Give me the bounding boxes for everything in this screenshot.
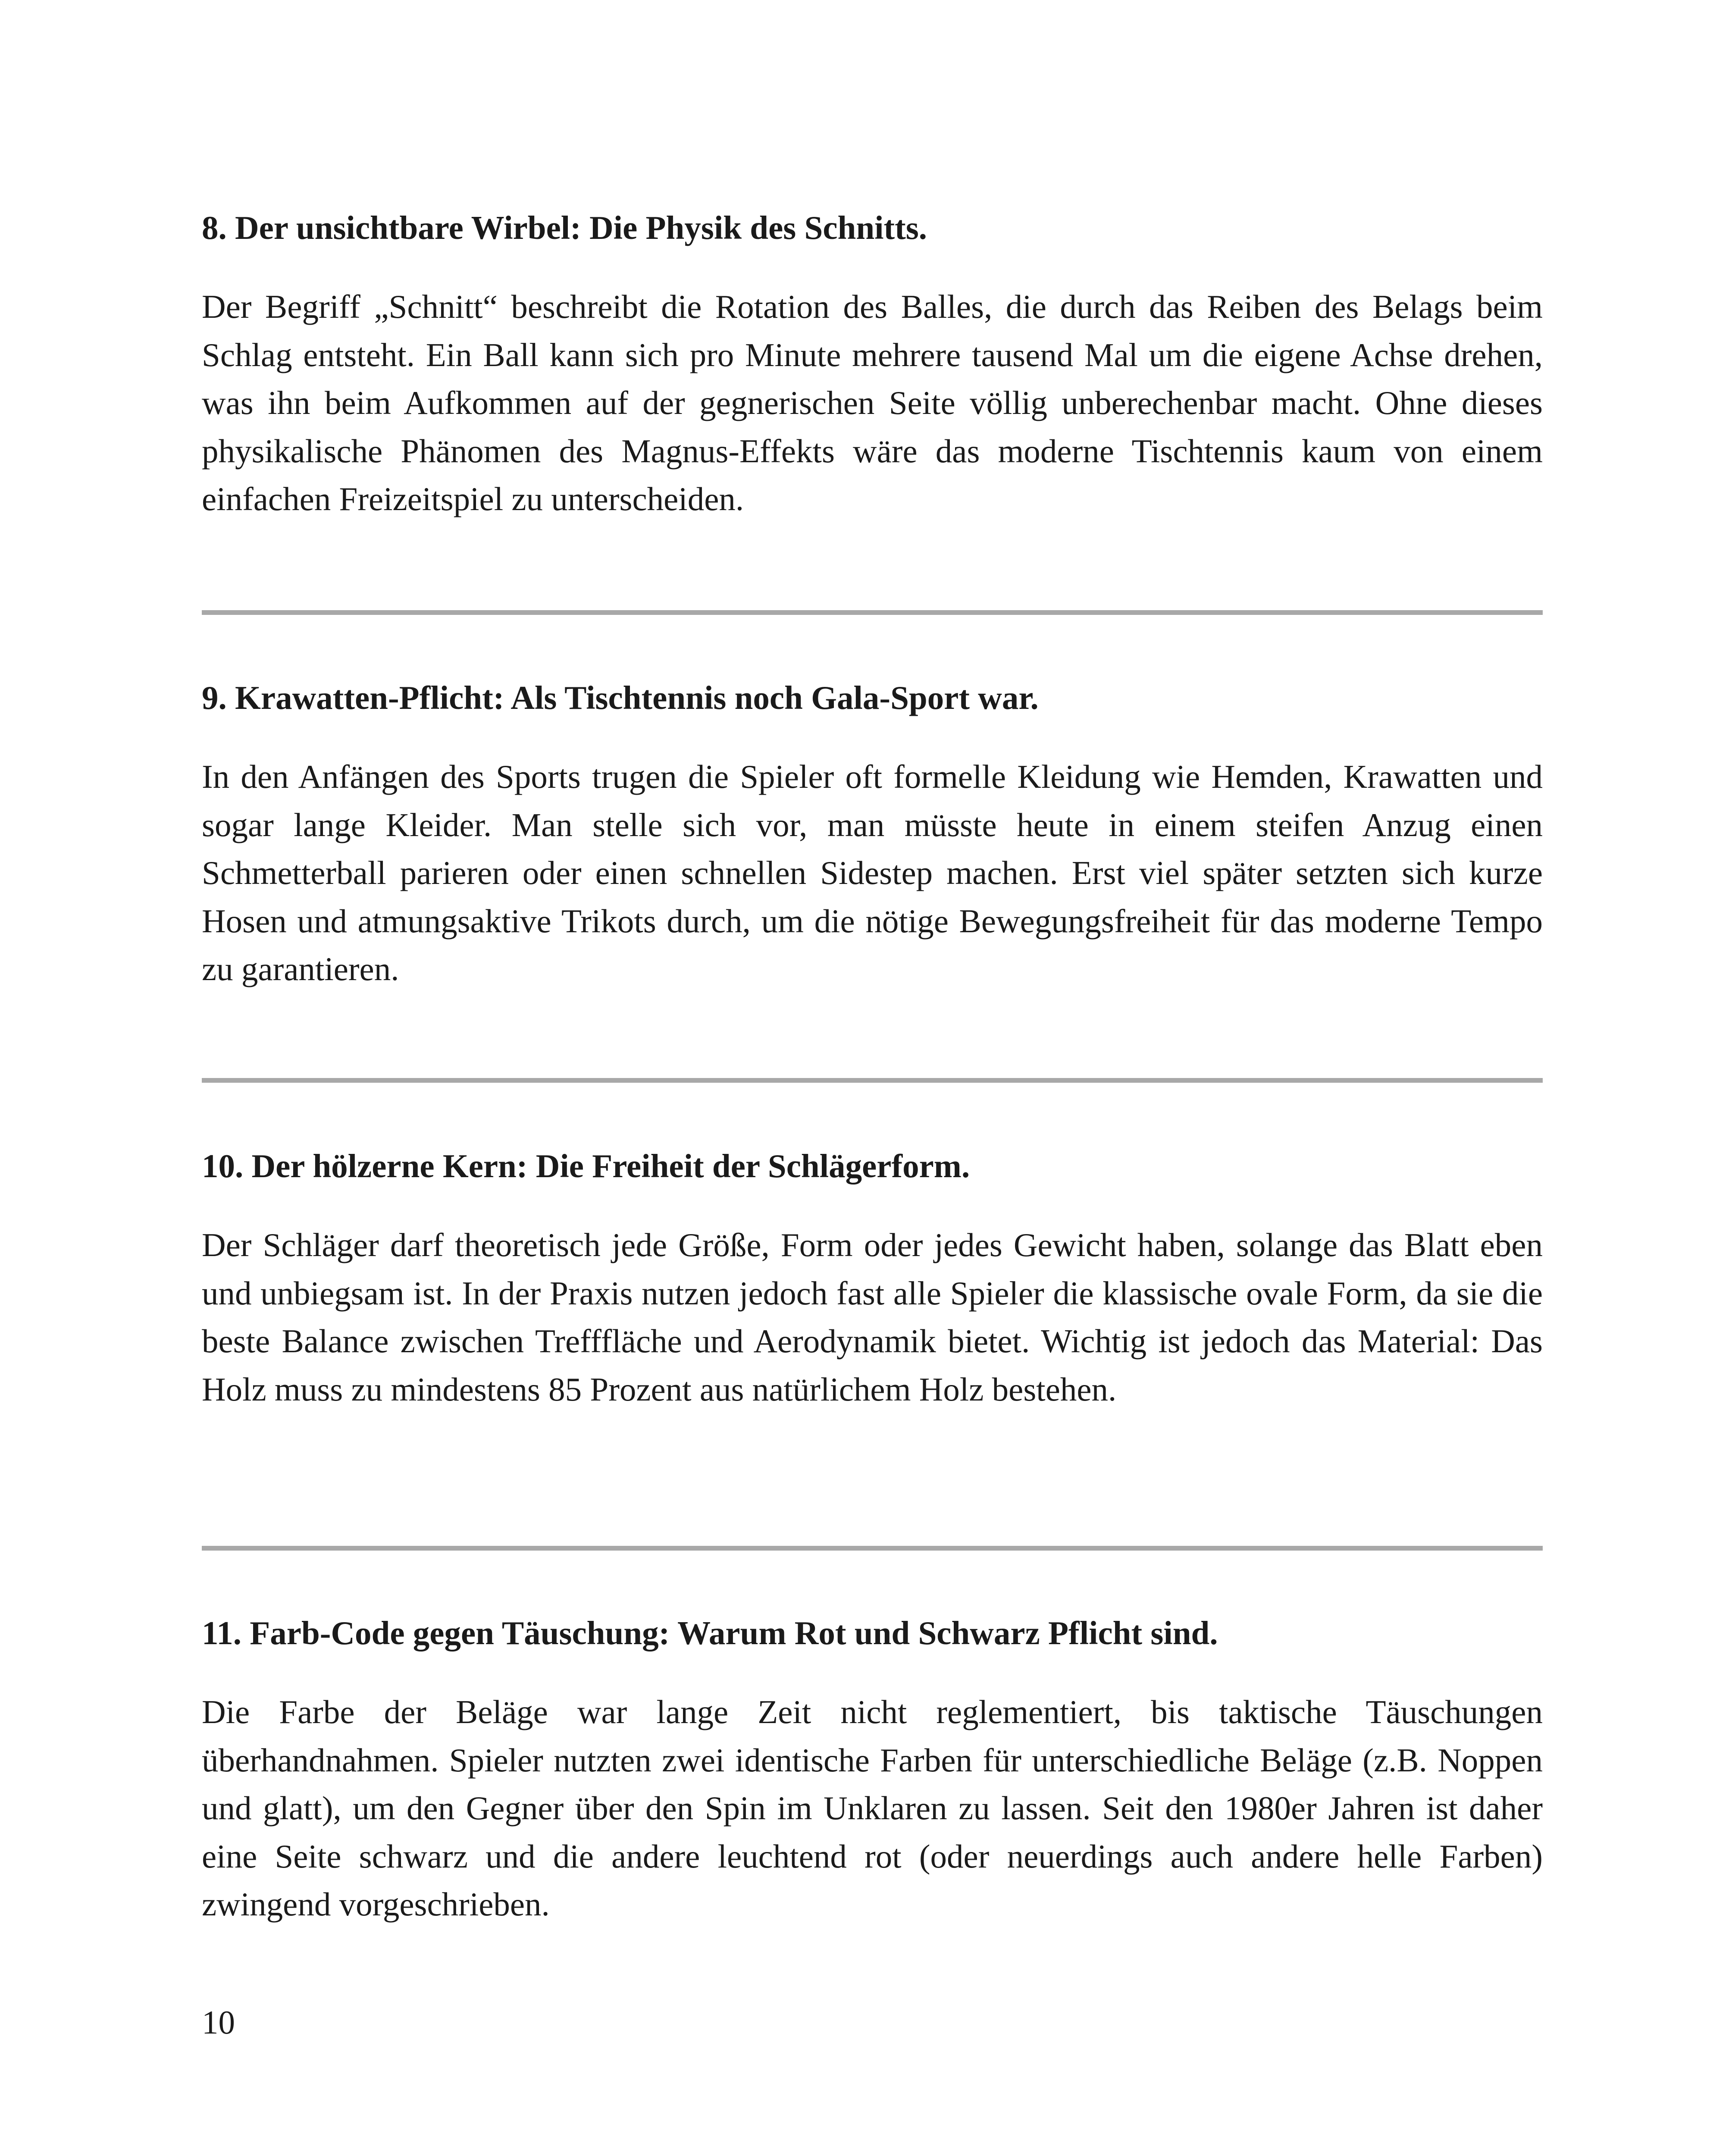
section-paragraph: In den Anfängen des Sports trugen die Spieler oft formelle Kleidung wie Hemden, Krawatten und sogar lange Kleider. Man stelle sich vor, man müsste heute in einem steifen Anzug einen Schmetterball parieren oder einen schnellen Sidestep machen. Erst viel später setzten sich kurze Hosen und atmungsaktive Trikots durch, um die nötige Bewegungsfreiheit für das moderne Tempo zu garantieren.	[202, 758, 1543, 987]
section-paragraph: Der Begriff „Schnitt“ beschreibt die Rotation des Balles, die durch das Reiben des Belags beim Schlag entsteht. Ein Ball kann sich pro Minute mehrere tausend Mal um die eigene Achse drehen, was ihn beim Aufkommen auf der gegnerischen Seite völlig unberechenbar macht. Ohne dieses physikalische Phänomen des Magnus-Effekts wäre das moderne Tischtennis kaum von einem einfachen Freizeitspiel zu unterscheiden.	[202, 288, 1543, 517]
section-heading: 11. Farb-Code gegen Täuschung: Warum Rot und Schwarz Pflicht sind.	[202, 1614, 1218, 1651]
page-number: 10	[202, 2004, 235, 2041]
section-8	[202, 206, 1543, 523]
section-divider	[202, 1078, 1543, 1083]
section-10	[202, 1144, 1543, 1413]
section-divider	[202, 1546, 1543, 1551]
section-9	[202, 676, 1543, 993]
section-paragraph: Die Farbe der Beläge war lange Zeit nicht reglementiert, bis taktische Täuschungen überhandnahmen. Spieler nutzten zwei identische Farben für unterschiedliche Beläge (z.B. Noppen und glatt), um den Gegner über den Spin im Unklaren zu lassen. Seit den 1980er Jahren ist daher eine Seite schwarz und die andere leuchtend rot (oder neuerdings auch andere helle Farben) zwingend vorgeschrieben.	[202, 1693, 1543, 1923]
section-11	[202, 1611, 1543, 1929]
section-heading: 9. Krawatten-Pflicht: Als Tischtennis noch Gala-Sport war.	[202, 679, 1039, 716]
section-heading: 8. Der unsichtbare Wirbel: Die Physik des Schnitts.	[202, 209, 927, 246]
section-heading: 10. Der hölzerne Kern: Die Freiheit der Schlägerform.	[202, 1147, 970, 1185]
section-divider	[202, 610, 1543, 615]
section-paragraph: Der Schläger darf theoretisch jede Größe, Form oder jedes Gewicht haben, solange das Blatt eben und unbiegsam ist. In der Praxis nutzen jedoch fast alle Spieler die klassische ovale Form, da sie die beste Balance zwischen Trefffläche und Aerodynamik bietet. Wichtig ist jedoch das Material: Das Holz muss zu mindestens 85 Prozent aus natürlichem Holz bestehen.	[202, 1226, 1543, 1408]
